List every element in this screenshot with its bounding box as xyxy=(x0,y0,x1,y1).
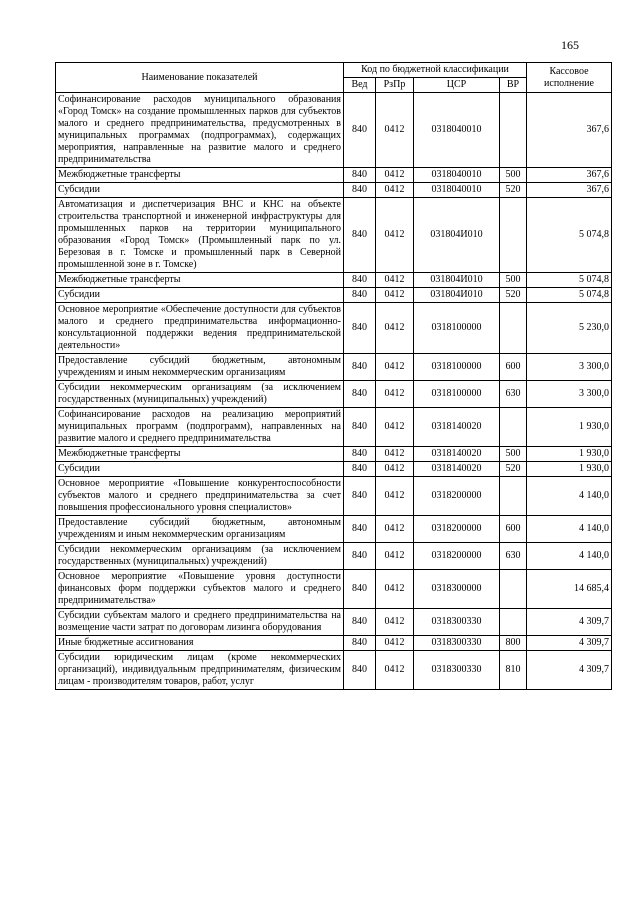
table-row xyxy=(56,288,612,303)
row-ved-cell: 840 xyxy=(344,408,376,447)
row-ved-cell: 840 xyxy=(344,381,376,408)
row-amount-cell: 1 930,0 xyxy=(527,447,612,462)
row-name-cell: Межбюджетные трансферты xyxy=(56,168,344,183)
row-rzpr-cell: 0412 xyxy=(376,273,414,288)
page-number: 165 xyxy=(561,38,579,52)
row-ved-cell: 840 xyxy=(344,543,376,570)
row-amount-cell: 5 074,8 xyxy=(527,288,612,303)
row-name-cell: Межбюджетные трансферты xyxy=(56,273,344,288)
row-rzpr-cell: 0412 xyxy=(376,168,414,183)
row-amount-cell: 4 140,0 xyxy=(527,543,612,570)
row-rzpr-cell: 0412 xyxy=(376,288,414,303)
table-row xyxy=(56,93,612,168)
row-amount-cell: 14 685,4 xyxy=(527,570,612,609)
row-rzpr-cell: 0412 xyxy=(376,408,414,447)
header-csr: ЦСР xyxy=(414,78,500,93)
row-rzpr-cell: 0412 xyxy=(376,354,414,381)
row-csr-cell: 0318140020 xyxy=(414,408,500,447)
table-row xyxy=(56,477,612,516)
header-name: Наименование показателей xyxy=(56,63,344,93)
table-row xyxy=(56,183,612,198)
row-rzpr-cell: 0412 xyxy=(376,570,414,609)
row-vr-cell: 500 xyxy=(500,168,527,183)
row-vr-cell xyxy=(500,570,527,609)
row-amount-cell: 367,6 xyxy=(527,183,612,198)
row-ved-cell: 840 xyxy=(344,516,376,543)
table-row xyxy=(56,381,612,408)
header-vr: ВР xyxy=(500,78,527,93)
row-rzpr-cell: 0412 xyxy=(376,651,414,690)
row-name-cell: Субсидии некоммерческим организациям (за исключением государственных (муниципальных) учреждений) xyxy=(56,381,344,408)
row-vr-cell: 500 xyxy=(500,273,527,288)
row-rzpr-cell: 0412 xyxy=(376,543,414,570)
row-ved-cell: 840 xyxy=(344,303,376,354)
row-vr-cell xyxy=(500,93,527,168)
row-amount-cell: 4 309,7 xyxy=(527,609,612,636)
row-rzpr-cell: 0412 xyxy=(376,636,414,651)
row-ved-cell: 840 xyxy=(344,636,376,651)
row-ved-cell: 840 xyxy=(344,288,376,303)
row-ved-cell: 840 xyxy=(344,198,376,273)
row-amount-cell: 3 300,0 xyxy=(527,381,612,408)
table-row xyxy=(56,198,612,273)
row-vr-cell xyxy=(500,609,527,636)
row-vr-cell: 630 xyxy=(500,381,527,408)
row-name-cell: Субсидии xyxy=(56,288,344,303)
row-ved-cell: 840 xyxy=(344,93,376,168)
row-name-cell: Предоставление субсидий бюджетным, автономным учреждениям и иным некоммерческим организациям xyxy=(56,354,344,381)
row-amount-cell: 1 930,0 xyxy=(527,462,612,477)
row-csr-cell: 0318300330 xyxy=(414,636,500,651)
budget-table xyxy=(55,62,612,690)
row-amount-cell: 4 140,0 xyxy=(527,516,612,543)
row-vr-cell: 630 xyxy=(500,543,527,570)
row-amount-cell: 4 140,0 xyxy=(527,477,612,516)
table-row xyxy=(56,609,612,636)
row-csr-cell: 0318200000 xyxy=(414,516,500,543)
row-csr-cell: 0318040010 xyxy=(414,93,500,168)
row-name-cell: Субсидии некоммерческим организациям (за исключением государственных (муниципальных) учреждений) xyxy=(56,543,344,570)
row-vr-cell xyxy=(500,408,527,447)
table-row xyxy=(56,651,612,690)
table-row xyxy=(56,447,612,462)
row-amount-cell: 5 230,0 xyxy=(527,303,612,354)
row-vr-cell: 520 xyxy=(500,183,527,198)
row-name-cell: Софинансирование расходов на реализацию мероприятий муниципальных программ (подпрограмм), направленных на развитие малого и среднего предпринимательства xyxy=(56,408,344,447)
table-row xyxy=(56,570,612,609)
table-row xyxy=(56,168,612,183)
row-amount-cell: 5 074,8 xyxy=(527,273,612,288)
row-ved-cell: 840 xyxy=(344,609,376,636)
row-ved-cell: 840 xyxy=(344,570,376,609)
header-ved: Вед xyxy=(344,78,376,93)
row-amount-cell: 3 300,0 xyxy=(527,354,612,381)
row-csr-cell: 031804И010 xyxy=(414,198,500,273)
row-vr-cell: 600 xyxy=(500,516,527,543)
row-rzpr-cell: 0412 xyxy=(376,303,414,354)
header-code-group: Код по бюджетной классификации xyxy=(344,63,527,78)
row-amount-cell: 4 309,7 xyxy=(527,636,612,651)
row-csr-cell: 0318140020 xyxy=(414,462,500,477)
row-name-cell: Основное мероприятие «Повышение уровня доступности финансовых форм поддержки субъектов малого и среднего предпринимательства» xyxy=(56,570,344,609)
row-name-cell: Софинансирование расходов муниципального образования «Город Томск» на создание промышленных парков для субъектов малого и среднего предпринимательства, предусмотренных в муниципальных программах (подпрограммах), содержащих мероприятия, направленные на развитие малого и среднего предпринимательства xyxy=(56,93,344,168)
row-rzpr-cell: 0412 xyxy=(376,462,414,477)
row-csr-cell: 0318200000 xyxy=(414,543,500,570)
row-vr-cell: 800 xyxy=(500,636,527,651)
row-vr-cell xyxy=(500,303,527,354)
row-name-cell: Субсидии юридическим лицам (кроме некоммерческих организаций), индивидуальным предпринимателям, физическим лицам - производителям товаров, работ, услуг xyxy=(56,651,344,690)
row-amount-cell: 1 930,0 xyxy=(527,408,612,447)
row-vr-cell: 520 xyxy=(500,288,527,303)
row-name-cell: Иные бюджетные ассигнования xyxy=(56,636,344,651)
table-row xyxy=(56,273,612,288)
row-rzpr-cell: 0412 xyxy=(376,381,414,408)
row-ved-cell: 840 xyxy=(344,183,376,198)
row-name-cell: Субсидии xyxy=(56,183,344,198)
row-amount-cell: 367,6 xyxy=(527,168,612,183)
row-csr-cell: 0318300000 xyxy=(414,570,500,609)
row-csr-cell: 0318100000 xyxy=(414,381,500,408)
row-amount-cell: 4 309,7 xyxy=(527,651,612,690)
row-vr-cell: 500 xyxy=(500,447,527,462)
row-ved-cell: 840 xyxy=(344,651,376,690)
row-ved-cell: 840 xyxy=(344,168,376,183)
table-row xyxy=(56,543,612,570)
row-csr-cell: 0318200000 xyxy=(414,477,500,516)
table-row xyxy=(56,516,612,543)
row-csr-cell: 0318040010 xyxy=(414,168,500,183)
row-name-cell: Субсидии xyxy=(56,462,344,477)
row-name-cell: Основное мероприятие «Повышение конкурентоспособности субъектов малого и среднего предпринимательства за счет повышения профессионального уровня специалистов» xyxy=(56,477,344,516)
row-vr-cell xyxy=(500,477,527,516)
row-rzpr-cell: 0412 xyxy=(376,609,414,636)
row-csr-cell: 0318300330 xyxy=(414,609,500,636)
row-rzpr-cell: 0412 xyxy=(376,477,414,516)
row-name-cell: Предоставление субсидий бюджетным, автономным учреждениям и иным некоммерческим организациям xyxy=(56,516,344,543)
row-rzpr-cell: 0412 xyxy=(376,516,414,543)
row-rzpr-cell: 0412 xyxy=(376,183,414,198)
row-csr-cell: 0318300330 xyxy=(414,651,500,690)
row-name-cell: Автоматизация и диспетчеризация ВНС и КНС на объекте строительства транспортной и инженерной инфраструктуры для промышленных парков на территории муниципального образования «Город Томск» (Промышленный парк по ул. Березовая в г. Томске и промышленный парк в Северной промышленной зоне в г. Томске) xyxy=(56,198,344,273)
row-rzpr-cell: 0412 xyxy=(376,447,414,462)
row-rzpr-cell: 0412 xyxy=(376,93,414,168)
row-ved-cell: 840 xyxy=(344,354,376,381)
row-csr-cell: 031804И010 xyxy=(414,288,500,303)
row-vr-cell: 520 xyxy=(500,462,527,477)
row-ved-cell: 840 xyxy=(344,273,376,288)
row-csr-cell: 0318140020 xyxy=(414,447,500,462)
table-row xyxy=(56,636,612,651)
row-csr-cell: 0318100000 xyxy=(414,303,500,354)
row-ved-cell: 840 xyxy=(344,462,376,477)
row-name-cell: Субсидии субъектам малого и среднего предпринимательства на возмещение части затрат по договорам лизинга оборудования xyxy=(56,609,344,636)
row-ved-cell: 840 xyxy=(344,447,376,462)
row-amount-cell: 5 074,8 xyxy=(527,198,612,273)
row-vr-cell: 810 xyxy=(500,651,527,690)
table-row xyxy=(56,354,612,381)
table-row xyxy=(56,408,612,447)
row-amount-cell: 367,6 xyxy=(527,93,612,168)
row-csr-cell: 0318100000 xyxy=(414,354,500,381)
row-name-cell: Межбюджетные трансферты xyxy=(56,447,344,462)
row-csr-cell: 031804И010 xyxy=(414,273,500,288)
table-row xyxy=(56,462,612,477)
row-csr-cell: 0318040010 xyxy=(414,183,500,198)
row-ved-cell: 840 xyxy=(344,477,376,516)
header-cash-execution: Кассовое исполнение xyxy=(527,63,612,93)
table-row xyxy=(56,303,612,354)
row-vr-cell: 600 xyxy=(500,354,527,381)
header-rzpr: РзПр xyxy=(376,78,414,93)
row-vr-cell xyxy=(500,198,527,273)
row-name-cell: Основное мероприятие «Обеспечение доступности для субъектов малого и среднего предпринимательства информационно-консультационной поддержки ведения предпринимательской деятельности» xyxy=(56,303,344,354)
row-rzpr-cell: 0412 xyxy=(376,198,414,273)
